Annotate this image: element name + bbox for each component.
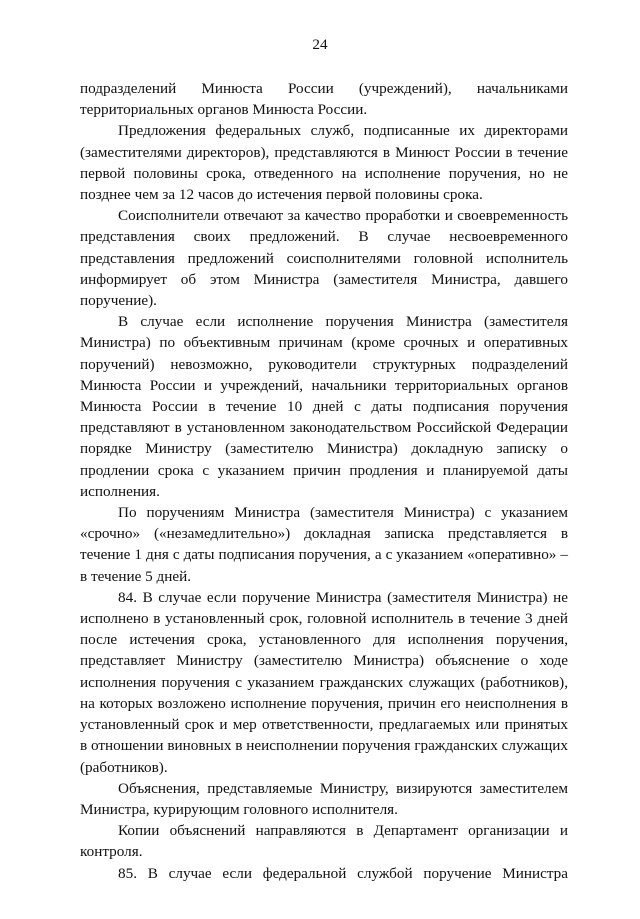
paragraph-urgent: По поручениям Министра (заместителя Министра) с указанием «срочно» («незамедлительно») докладная записка представляется в течение 1 дня с даты подписания поручения, а с указанием «оперативно» – в течение 5 дней. <box>80 504 568 585</box>
paragraph-extension: В случае если исполнение поручения Министра (заместителя Министра) по объективным причинам (кроме срочных и оперативных поручений) невозможно, руководители структурных подразделений Минюста России и учреждений, начальники территориальных органов Минюста России в течение 10 дней с даты подписания поручения представляют в установленном законодательством Российской Федерации порядке Министру (заместителю Министра) докладную записку о продлении срока с указанием причин продления и планируемой даты исполнения. <box>80 313 568 500</box>
document-body <box>80 78 568 884</box>
paragraph-clause-85: 85. В случае если федеральной службой поручение Министра <box>118 864 568 882</box>
paragraph-clause-84: 84. В случае если поручение Министра (заместителя Министра) не исполнено в установленный срок, головной исполнитель в течение 3 дней после истечения срока, установленного для исполнения поручения, представляет Министру (заместителю Министра) объяснение о ходе исполнения поручения с указанием гражданских служащих (работников), на которых возложено исполнение поручения, причин его неисполнения в установленный срок и мер ответственности, предлагаемых или принятых в отношении виновных в неисполнении поручения гражданских служащих (работников). <box>80 588 568 776</box>
page-number: 24 <box>312 36 328 53</box>
paragraph-continuation: подразделений Минюста России (учреждений), начальниками территориальных органов Минюста России. <box>80 80 568 119</box>
paragraph-copies: Копии объяснений направляются в Департамент организации и контроля. <box>80 822 568 861</box>
paragraph-proposals: Предложения федеральных служб, подписанные их директорами (заместителями директоров), представляются в Минюст России в течение первой половины срока, отведенного на исполнение поручения, но не позднее чем за 12 часов до истечения первой половины срока. <box>80 122 568 204</box>
paragraph-explanations: Объяснения, представляемые Министру, визируются заместителем Министра, курирующим головного исполнителя. <box>80 779 568 818</box>
paragraph-coexecutors: Соисполнители отвечают за качество проработки и своевременность представления своих предложений. В случае несвоевременного представления предложений соисполнителями головной исполнитель информирует об этом Министра (заместителя Министра, давшего поручение). <box>80 207 568 310</box>
